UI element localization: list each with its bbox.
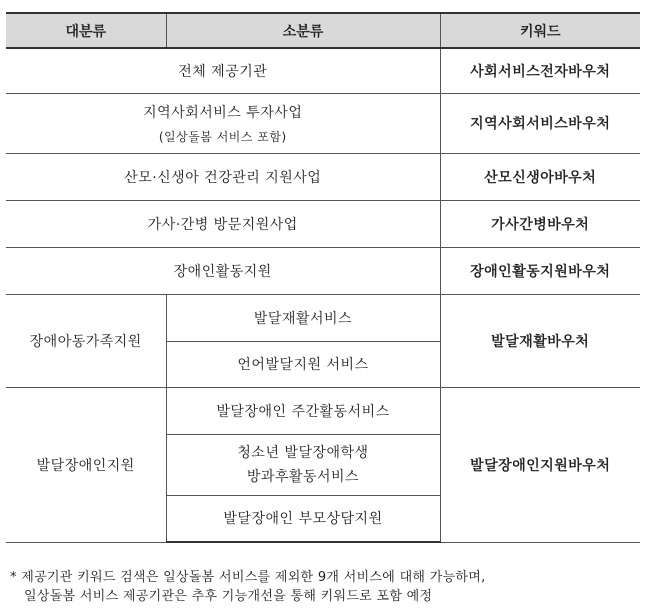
table-row xyxy=(6,93,640,153)
minor-cell: 전체 제공기관 xyxy=(6,48,440,93)
minor-cell: 가사·간병 방문지원사업 xyxy=(6,200,440,247)
footnote xyxy=(10,568,640,606)
minor-cell xyxy=(166,434,440,495)
minor-cell: 발달재활서비스 xyxy=(166,294,440,341)
keyword-table xyxy=(6,12,640,543)
table-row xyxy=(6,200,640,247)
table-row xyxy=(6,153,640,200)
footnote-line-2: 일상돌봄 서비스 제공기관은 추후 기능개선을 통해 키워드로 포함 예정 xyxy=(24,589,433,604)
keyword-cell: 산모신생아바우처 xyxy=(440,153,640,200)
minor-cell-sub: (일상돌봄 서비스 포함) xyxy=(158,129,287,144)
major-cell: 장애아동가족지원 xyxy=(6,294,166,387)
minor-cell: 발달장애인 부모상담지원 xyxy=(166,495,440,542)
table-row xyxy=(6,387,640,434)
table-row xyxy=(6,294,640,341)
major-cell: 발달장애인지원 xyxy=(6,387,166,542)
table-row xyxy=(6,247,640,294)
header-keyword: 키워드 xyxy=(440,13,640,48)
minor-cell: 장애인활동지원 xyxy=(6,247,440,294)
minor-cell-main: 지역사회서비스 투자사업 xyxy=(143,104,303,121)
keyword-cell: 가사간병바우처 xyxy=(440,200,640,247)
header-major: 대분류 xyxy=(6,13,166,48)
keyword-cell: 사회서비스전자바우처 xyxy=(440,48,640,93)
keyword-cell: 지역사회서비스바우처 xyxy=(440,93,640,153)
minor-cell-line2: 방과후활동서비스 xyxy=(246,468,360,485)
header-row xyxy=(6,13,640,48)
footnote-line-1: * 제공기관 키워드 검색은 일상돌봄 서비스를 제외한 9개 서비스에 대해 가능하며, xyxy=(10,570,486,585)
header-minor: 소분류 xyxy=(166,13,440,48)
minor-cell-line1: 청소년 발달장애학생 xyxy=(237,444,369,461)
minor-cell: 언어발달지원 서비스 xyxy=(166,341,440,387)
minor-cell: 발달장애인 주간활동서비스 xyxy=(166,387,440,434)
minor-cell xyxy=(6,93,440,153)
table-row xyxy=(6,48,640,93)
keyword-cell: 발달장애인지원바우처 xyxy=(440,387,640,542)
minor-cell: 산모·신생아 건강관리 지원사업 xyxy=(6,153,440,200)
keyword-cell: 발달재활바우처 xyxy=(440,294,640,387)
keyword-cell: 장애인활동지원바우처 xyxy=(440,247,640,294)
